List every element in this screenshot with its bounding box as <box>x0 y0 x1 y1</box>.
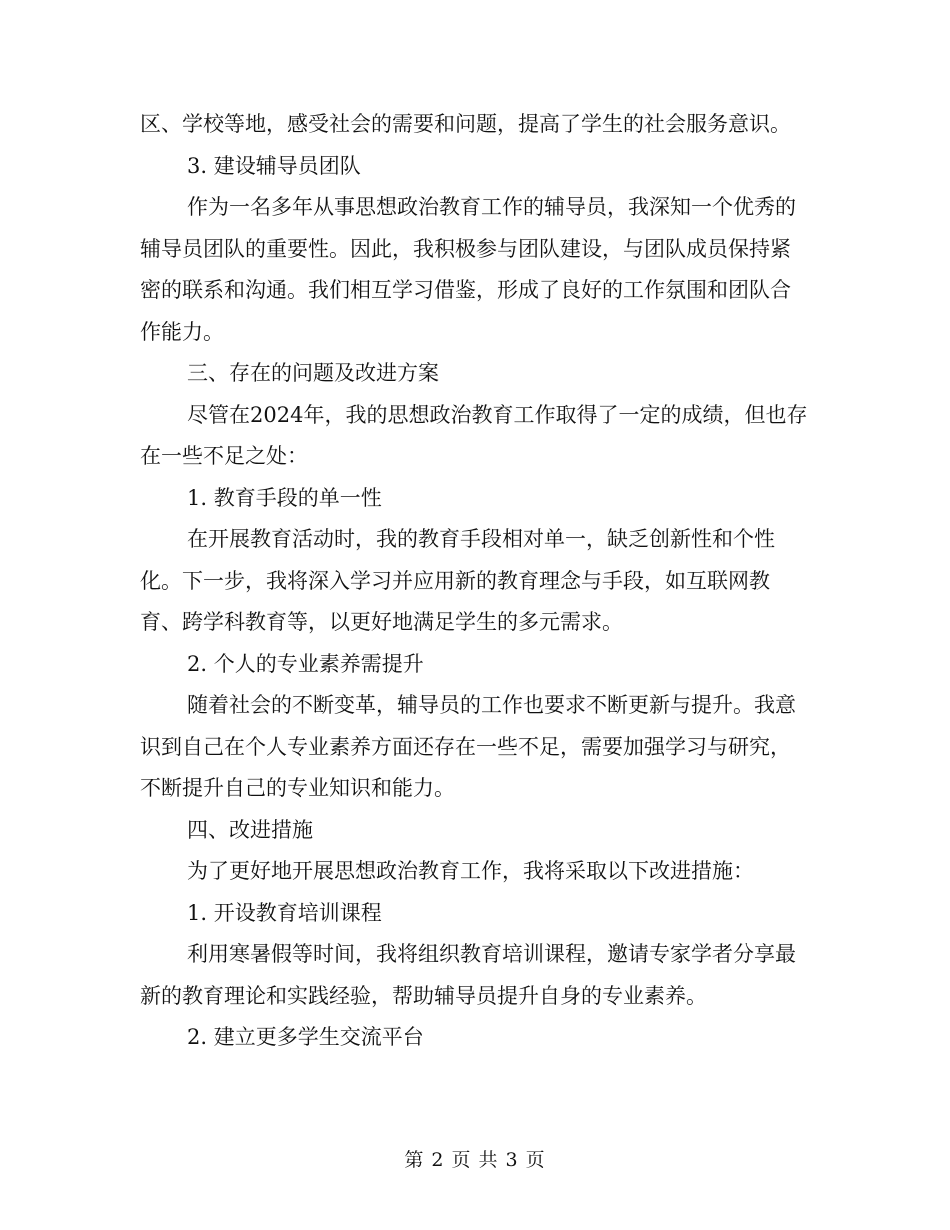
subheading-training-courses: 1. 开设教育培训课程 <box>187 900 382 925</box>
paragraph-continuation: 区、学校等地，感受社会的需要和问题，提高了学生的社会服务意识。 <box>140 112 791 136</box>
paragraph-team: 作为一名多年从事思想政治教育工作的辅导员，我深知一个优秀的辅导员团队的重要性。因此，我积极参与团队建设，与团队成员保持紧密的联系和沟通。我们相互学习借鉴，形成了良好的工作氛围和团队合作能力。 <box>140 195 796 344</box>
paragraph-training-courses: 利用寒暑假等时间，我将组织教育培训课程，邀请专家学者分享最新的教育理论和实践经验，帮助辅导员提升自身的专业素养。 <box>140 942 796 1008</box>
page-number-footer: 第 2 页 共 3 页 <box>404 1149 546 1171</box>
section-heading-measures: 四、改进措施 <box>187 817 313 842</box>
document-body <box>140 104 810 1059</box>
subheading-professional-quality: 2. 个人的专业素养需提升 <box>187 651 424 676</box>
paragraph-measures-intro: 为了更好地开展思想政治教育工作，我将采取以下改进措施： <box>187 859 754 883</box>
subheading-exchange-platform: 2. 建立更多学生交流平台 <box>187 1025 424 1049</box>
section-heading-problems: 三、存在的问题及改进方案 <box>187 361 439 385</box>
paragraph-professional-quality: 随着社会的不断变革，辅导员的工作也要求不断更新与提升。我意识到自己在个人专业素养方面还存在一些不足，需要加强学习与研究，不断提升自己的专业知识和能力。 <box>140 693 796 800</box>
subheading-build-team: 3. 建设辅导员团队 <box>187 153 361 178</box>
paragraph-problems-intro: 尽管在2024年，我的思想政治教育工作取得了一定的成绩，但也存在一些不足之处： <box>140 402 808 468</box>
paragraph-single-method: 在开展教育活动时，我的教育手段相对单一，缺乏创新性和个性化。下一步，我将深入学习并应用新的教育理念与手段，如互联网教育、跨学科教育等，以更好地满足学生的多元需求。 <box>140 527 775 634</box>
subheading-single-method: 1. 教育手段的单一性 <box>187 485 382 510</box>
